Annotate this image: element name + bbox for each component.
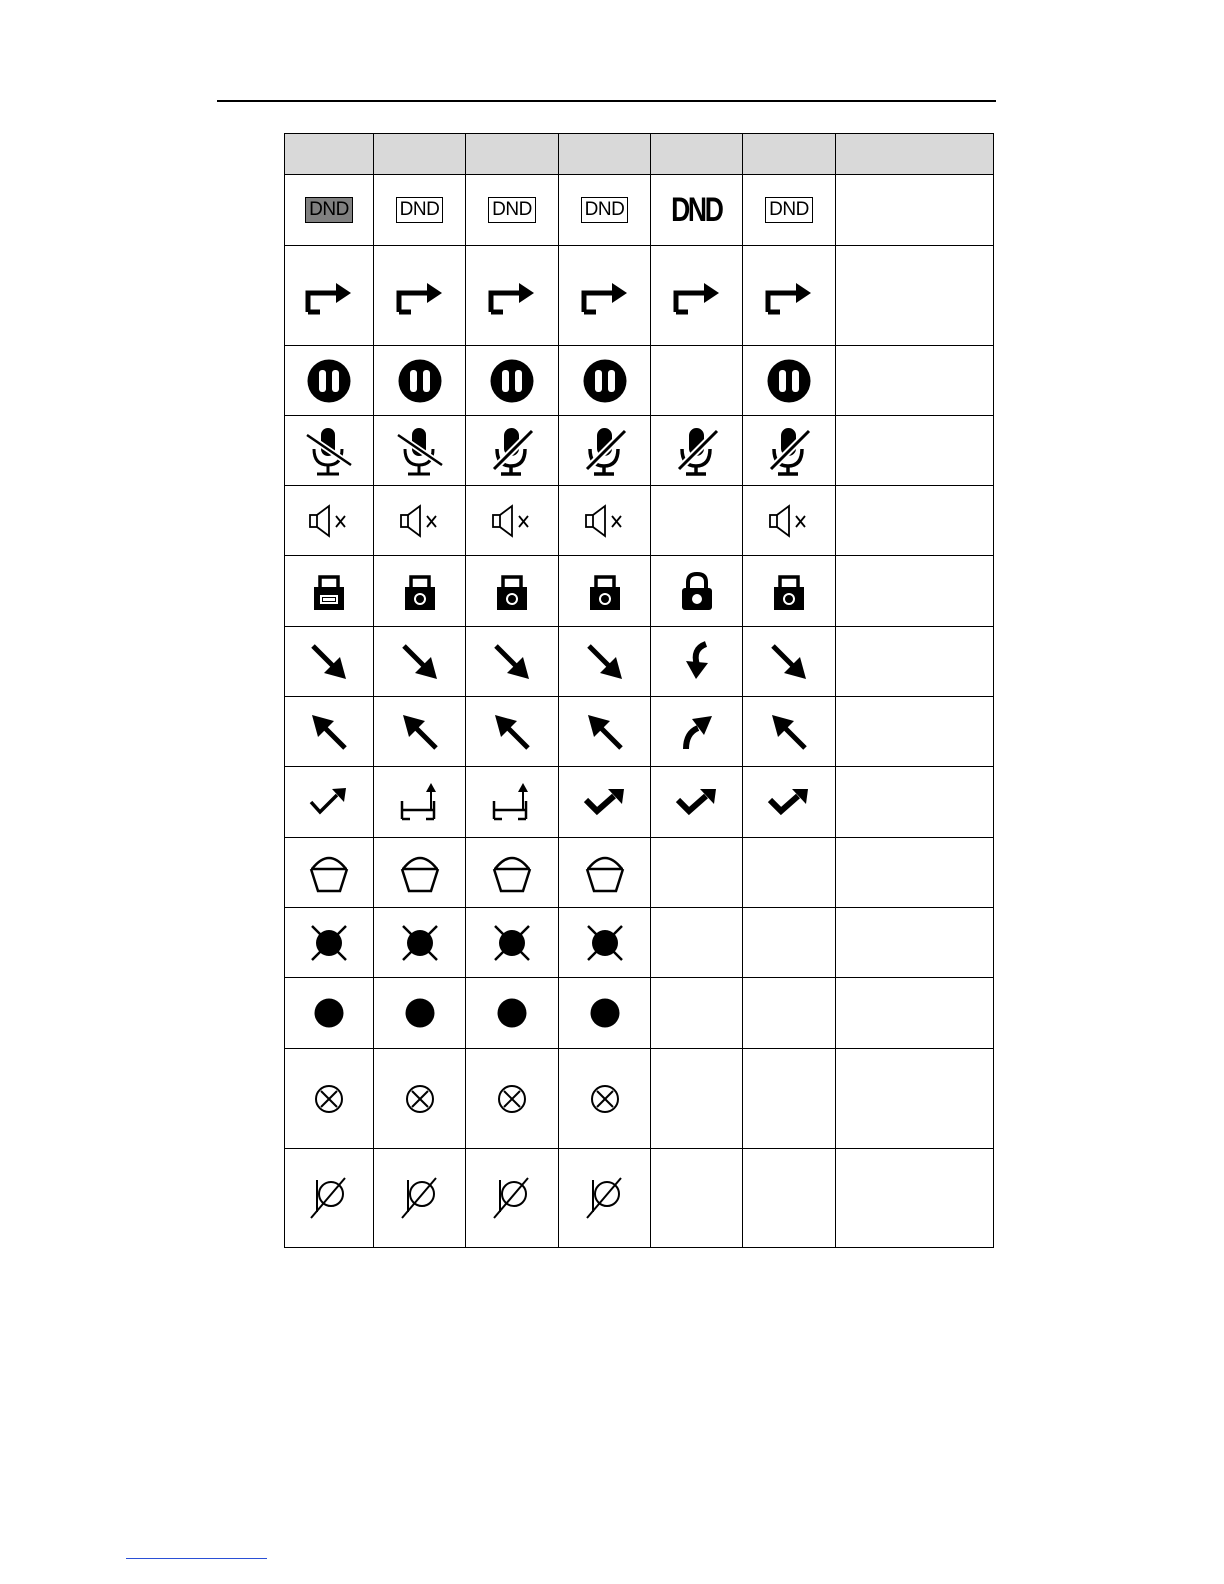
ringer-mute-icon: [743, 502, 835, 540]
table-cell: [651, 346, 743, 416]
bucket-icon: [285, 851, 373, 895]
call-forward-icon: [285, 276, 373, 316]
table-cell: [559, 908, 651, 978]
table-cell: [374, 838, 466, 908]
table-row: [285, 838, 994, 908]
lock-icon: [466, 570, 558, 612]
table-row: [285, 175, 994, 246]
hold-icon: [374, 358, 465, 404]
circled-x-icon: [374, 1082, 465, 1116]
table-row: [285, 556, 994, 627]
table-cell: [651, 556, 743, 627]
call-forward-icon: [651, 276, 742, 316]
table-cell: [466, 1049, 559, 1149]
lock-icon: [743, 570, 835, 612]
table-header-row: [285, 134, 994, 175]
table-cell: [743, 556, 836, 627]
call-forward-icon: [743, 276, 835, 316]
dot-icon: [374, 996, 465, 1030]
received-call-icon: [651, 641, 742, 683]
table-cell: [374, 416, 466, 486]
table-cell: [374, 767, 466, 838]
table-cell: [836, 486, 994, 556]
table-cell: [651, 416, 743, 486]
table-cell: [285, 486, 374, 556]
table-cell: [743, 978, 836, 1049]
placed-call-icon: [559, 711, 650, 753]
table-row: [285, 1049, 994, 1149]
table-cell: [651, 908, 743, 978]
missed-call-icon: [466, 781, 558, 823]
table-cell: [559, 978, 651, 1049]
table-cell: [743, 346, 836, 416]
table-row: [285, 416, 994, 486]
table-cell: [743, 1149, 836, 1248]
hold-icon: [466, 358, 558, 404]
table-cell: [651, 246, 743, 346]
table-cell: [559, 697, 651, 767]
table-cell: [559, 416, 651, 486]
table-cell: [466, 767, 559, 838]
table-cell: [559, 486, 651, 556]
dot-icon: [559, 996, 650, 1030]
mute-mic-icon: [743, 425, 835, 477]
table-cell: [374, 627, 466, 697]
received-call-icon: [285, 641, 373, 683]
table-cell: [836, 767, 994, 838]
table-cell: [836, 1049, 994, 1149]
empty-set-icon: [559, 1174, 650, 1222]
mute-mic-icon: [374, 425, 465, 477]
circled-x-icon: [285, 1082, 373, 1116]
table-cell: [559, 246, 651, 346]
header-cell: [285, 134, 374, 175]
bucket-icon: [374, 851, 465, 895]
table-cell: [836, 978, 994, 1049]
ringer-mute-icon: [285, 502, 373, 540]
table-cell: [374, 556, 466, 627]
ringer-mute-icon: [559, 502, 650, 540]
lock-icon: [559, 570, 650, 612]
table-cell: [559, 627, 651, 697]
dot-icon: [285, 996, 373, 1030]
received-call-icon: [374, 641, 465, 683]
lock-icon: [374, 570, 465, 612]
mute-mic-icon: [651, 425, 742, 477]
dnd-icon: DND: [671, 191, 722, 229]
header-cell: [374, 134, 466, 175]
dnd-icon: [743, 197, 835, 223]
table-cell: [374, 1149, 466, 1248]
table-cell: [374, 486, 466, 556]
table-cell: [559, 346, 651, 416]
hold-icon: [743, 358, 835, 404]
dnd-icon: [651, 193, 742, 227]
table-cell: [836, 627, 994, 697]
table-cell: [651, 1149, 743, 1248]
table-cell: [374, 908, 466, 978]
table-cell: [466, 978, 559, 1049]
table-cell: [559, 556, 651, 627]
table-cell: [374, 246, 466, 346]
table-cell: [285, 908, 374, 978]
dnd-icon: DND: [765, 197, 813, 223]
crossed-dot-icon: [285, 922, 373, 964]
table-cell: [466, 627, 559, 697]
crossed-dot-icon: [466, 922, 558, 964]
crossed-dot-icon: [374, 922, 465, 964]
table-cell: [836, 908, 994, 978]
table-cell: [651, 175, 743, 246]
received-call-icon: [466, 641, 558, 683]
ringer-mute-icon: [374, 502, 465, 540]
page-header-rule: [217, 100, 996, 102]
table-cell: [743, 486, 836, 556]
table-cell: [651, 767, 743, 838]
bucket-icon: [559, 851, 650, 895]
table-cell: [466, 175, 559, 246]
table-cell: [466, 697, 559, 767]
table-cell: [836, 838, 994, 908]
table-cell: [651, 697, 743, 767]
table-cell: [285, 346, 374, 416]
dot-icon: [466, 996, 558, 1030]
table-cell: [466, 908, 559, 978]
bucket-icon: [466, 851, 558, 895]
table-cell: [559, 1049, 651, 1149]
table-cell: [466, 486, 559, 556]
mute-mic-icon: [466, 425, 558, 477]
table-cell: [651, 838, 743, 908]
missed-call-icon: [743, 784, 835, 820]
lock-icon: [285, 570, 373, 612]
table-cell: [466, 1149, 559, 1248]
ringer-mute-icon: [466, 502, 558, 540]
dnd-icon: DND: [581, 197, 629, 223]
header-cell: [836, 134, 994, 175]
table-cell: [466, 838, 559, 908]
table-cell: [743, 767, 836, 838]
table-cell: [374, 1049, 466, 1149]
table-row: [285, 346, 994, 416]
table-cell: [651, 486, 743, 556]
table-cell: [466, 416, 559, 486]
dnd-icon: DND: [396, 197, 444, 223]
placed-call-icon: [651, 711, 742, 753]
call-forward-icon: [374, 276, 465, 316]
table-cell: [559, 1149, 651, 1248]
table-cell: [285, 1049, 374, 1149]
table-cell: [836, 556, 994, 627]
table-row: [285, 767, 994, 838]
received-call-icon: [559, 641, 650, 683]
table-row: [285, 486, 994, 556]
dnd-icon: [559, 197, 650, 223]
placed-call-icon: [466, 711, 558, 753]
circled-x-icon: [559, 1082, 650, 1116]
table-row: [285, 627, 994, 697]
dnd-icon: [374, 197, 465, 223]
table-cell: [285, 978, 374, 1049]
empty-set-icon: [466, 1174, 558, 1222]
table-cell: [836, 346, 994, 416]
empty-set-icon: [374, 1174, 465, 1222]
missed-call-icon: [374, 781, 465, 823]
empty-set-icon: [285, 1174, 373, 1222]
icon-table: [284, 133, 994, 1248]
call-forward-icon: [559, 276, 650, 316]
missed-call-icon: [651, 784, 742, 820]
table-cell: [374, 346, 466, 416]
missed-call-icon: [285, 784, 373, 820]
table-cell: [836, 1149, 994, 1248]
table-row: [285, 978, 994, 1049]
table-cell: [285, 416, 374, 486]
table-cell: [285, 697, 374, 767]
table-cell: [285, 556, 374, 627]
dnd-icon: [466, 197, 558, 223]
table-cell: [836, 416, 994, 486]
table-row: [285, 908, 994, 978]
table-cell: [743, 627, 836, 697]
table-cell: [743, 175, 836, 246]
placed-call-icon: [285, 711, 373, 753]
circled-x-icon: [466, 1082, 558, 1116]
table-cell: [559, 838, 651, 908]
header-cell: [651, 134, 743, 175]
table-cell: [374, 697, 466, 767]
dnd-icon: [285, 197, 373, 223]
header-cell: [559, 134, 651, 175]
mute-mic-icon: [559, 425, 650, 477]
hold-icon: [559, 358, 650, 404]
table-cell: [285, 175, 374, 246]
placed-call-icon: [743, 711, 835, 753]
table-cell: [836, 175, 994, 246]
table-cell: [743, 246, 836, 346]
table-cell: [285, 627, 374, 697]
footer-link-underline: [126, 1558, 267, 1559]
table-cell: [651, 978, 743, 1049]
header-cell: [743, 134, 836, 175]
table-row: [285, 246, 994, 346]
table-cell: [651, 1049, 743, 1149]
header-cell: [466, 134, 559, 175]
table-cell: [559, 767, 651, 838]
crossed-dot-icon: [559, 922, 650, 964]
table-cell: [285, 246, 374, 346]
hold-icon: [285, 358, 373, 404]
table-cell: [466, 556, 559, 627]
placed-call-icon: [374, 711, 465, 753]
call-forward-icon: [466, 276, 558, 316]
table-cell: [743, 416, 836, 486]
table-cell: [466, 346, 559, 416]
table-cell: [285, 838, 374, 908]
table-cell: [743, 838, 836, 908]
table-cell: [285, 1149, 374, 1248]
table-cell: [374, 978, 466, 1049]
dnd-icon: DND: [305, 197, 353, 223]
table-cell: [836, 697, 994, 767]
mute-mic-icon: [285, 425, 373, 477]
dnd-icon: DND: [488, 197, 536, 223]
table-row: [285, 1149, 994, 1248]
table-cell: [651, 627, 743, 697]
lock-icon: [651, 570, 742, 612]
table-row: [285, 697, 994, 767]
table-cell: [743, 697, 836, 767]
table-cell: [466, 246, 559, 346]
table-cell: [836, 246, 994, 346]
table-cell: [559, 175, 651, 246]
table-cell: [743, 1049, 836, 1149]
received-call-icon: [743, 641, 835, 683]
table-cell: [743, 908, 836, 978]
missed-call-icon: [559, 784, 650, 820]
table-cell: [285, 767, 374, 838]
table-cell: [374, 175, 466, 246]
